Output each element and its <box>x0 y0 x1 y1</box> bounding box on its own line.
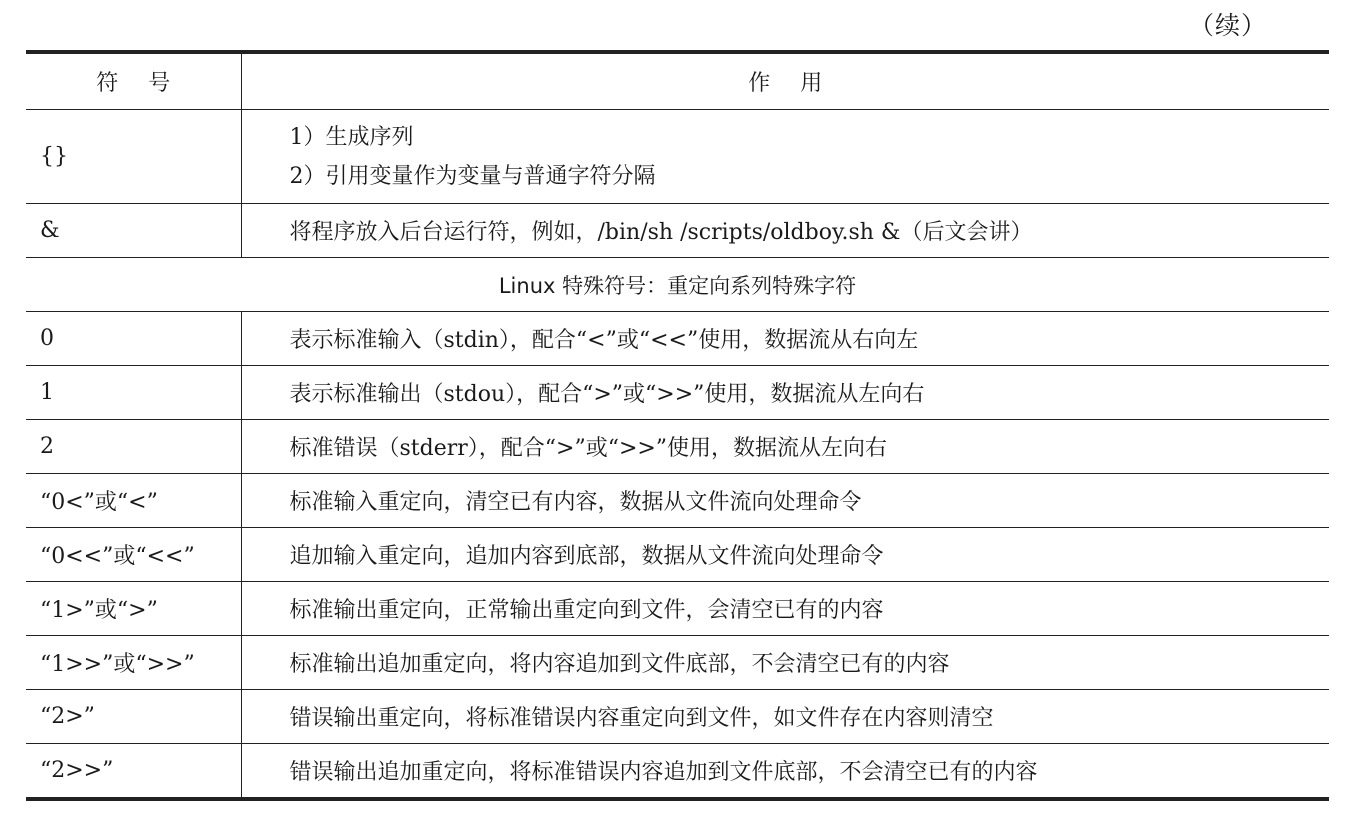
description-cell: 标准输入重定向，清空已有内容，数据从文件流向处理命令 <box>241 474 1329 528</box>
table-row <box>26 528 1329 582</box>
description-cell: 表示标准输出（stdou），配合“>”或“>>”使用，数据流从左向右 <box>241 366 1329 420</box>
description-cell: 错误输出追加重定向，将标准错误内容追加到文件底部，不会清空已有的内容 <box>241 744 1329 800</box>
symbol-cell: “1>”或“>” <box>26 582 241 636</box>
table-row <box>26 312 1329 366</box>
description-cell: 错误输出重定向，将标准错误内容重定向到文件，如文件存在内容则清空 <box>241 690 1329 744</box>
table-row <box>26 366 1329 420</box>
table-row <box>26 110 1329 204</box>
description-line: 2）引用变量作为变量与普通字符分隔 <box>289 163 656 189</box>
symbol-cell: “1>>”或“>>” <box>26 636 241 690</box>
table-row <box>26 420 1329 474</box>
table-header-row <box>26 52 1329 110</box>
table-row <box>26 744 1329 800</box>
table-row <box>26 636 1329 690</box>
header-function: 作用 <box>241 52 1329 110</box>
symbol-cell: “0<<”或“<<” <box>26 528 241 582</box>
symbol-cell: “2>” <box>26 690 241 744</box>
description-cell <box>241 110 1329 204</box>
table-row <box>26 690 1329 744</box>
description-cell: 标准输出重定向，正常输出重定向到文件，会清空已有的内容 <box>241 582 1329 636</box>
continued-label: （续） <box>1188 11 1267 40</box>
description-cell: 表示标准输入（stdin），配合“<”或“<<”使用，数据流从右向左 <box>241 312 1329 366</box>
description-cell: 标准输出追加重定向，将内容追加到文件底部，不会清空已有的内容 <box>241 636 1329 690</box>
table-row <box>26 474 1329 528</box>
table-row <box>26 582 1329 636</box>
special-symbols-table <box>26 50 1329 801</box>
description-cell: 标准错误（stderr），配合“>”或“>>”使用，数据流从左向右 <box>241 420 1329 474</box>
section-title: Linux 特殊符号：重定向系列特殊字符 <box>26 258 1329 312</box>
description-cell: 将程序放入后台运行符，例如，/bin/sh /scripts/oldboy.sh &（后文会讲） <box>241 204 1329 258</box>
symbol-cell: 0 <box>26 312 241 366</box>
symbol-cell: “2>>” <box>26 744 241 800</box>
table-row <box>26 204 1329 258</box>
description-cell: 追加输入重定向，追加内容到底部，数据从文件流向处理命令 <box>241 528 1329 582</box>
header-symbol: 符号 <box>26 52 241 110</box>
symbol-cell: 1 <box>26 366 241 420</box>
description-line: 1）生成序列 <box>289 124 414 150</box>
symbol-cell: & <box>26 204 241 258</box>
symbol-cell: {} <box>26 110 241 204</box>
symbol-cell: “0<”或“<” <box>26 474 241 528</box>
section-row <box>26 258 1329 312</box>
symbol-cell: 2 <box>26 420 241 474</box>
